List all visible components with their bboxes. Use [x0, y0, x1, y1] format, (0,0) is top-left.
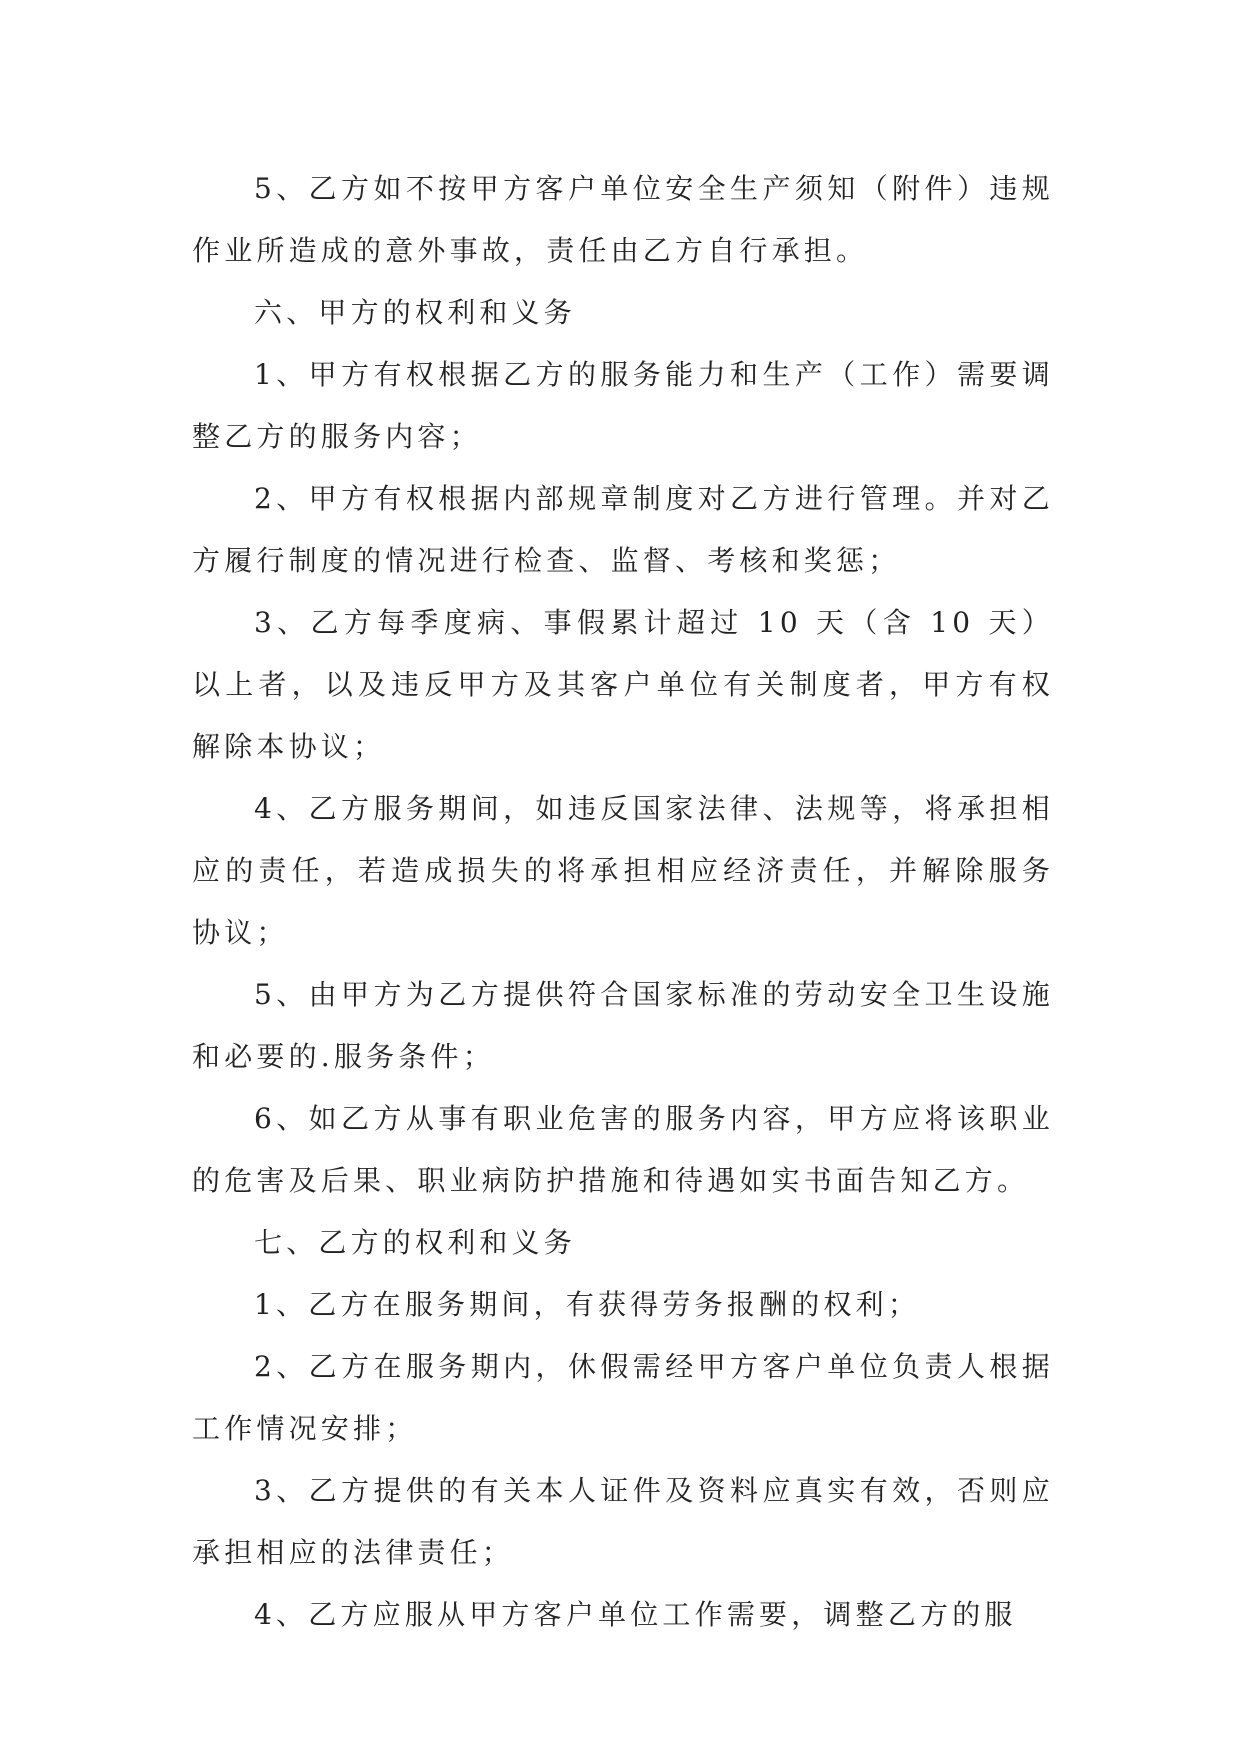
clause-b4-obey-work-needs: 4、乙方应服从甲方客户单位工作需要，调整乙方的服: [254, 1598, 1017, 1631]
clause-a5-safety-facilities: 5、由甲方为乙方提供符合国家标准的劳动安全卫生设施和必要的.服务条件；: [192, 978, 1054, 1073]
section-heading-party-b-rights: 七、乙方的权利和义务: [254, 1226, 577, 1259]
clause-a4-legal-liability: 4、乙方服务期间，如违反国家法律、法规等，将承担相应的责任，若造成损失的将承担相应经济责任，并解除服务协议；: [192, 792, 1054, 949]
document-page: [192, 158, 1054, 1646]
clause-a2-management: 2、甲方有权根据内部规章制度对乙方进行管理。并对乙方履行制度的情况进行检查、监督、考核和奖惩；: [192, 482, 1054, 577]
section-heading-party-a-rights: 六、甲方的权利和义务: [254, 296, 577, 329]
clause-b2-vacation: 2、乙方在服务期内，休假需经甲方客户单位负责人根据工作情况安排；: [192, 1350, 1054, 1445]
clause-b1-remuneration: 1、乙方在服务期间，有获得劳务报酬的权利；: [254, 1288, 921, 1321]
clause-a3-leave-termination: 3、乙方每季度病、事假累计超过 10 天（含 10 天）以上者，以及违反甲方及其客户单位有关制度者，甲方有权解除本协议；: [192, 606, 1054, 763]
clause-b3-documents: 3、乙方提供的有关本人证件及资料应真实有效，否则应承担相应的法律责任；: [192, 1474, 1054, 1569]
clause-5-safety-accidents: 5、乙方如不按甲方客户单位安全生产须知（附件）违规作业所造成的意外事故，责任由乙方自行承担。: [192, 172, 1054, 267]
clause-a1-adjust-content: 1、甲方有权根据乙方的服务能力和生产（工作）需要调整乙方的服务内容；: [192, 358, 1054, 453]
clause-a6-occupational-hazard: 6、如乙方从事有职业危害的服务内容，甲方应将该职业的危害及后果、职业病防护措施和待遇如实书面告知乙方。: [192, 1102, 1054, 1197]
